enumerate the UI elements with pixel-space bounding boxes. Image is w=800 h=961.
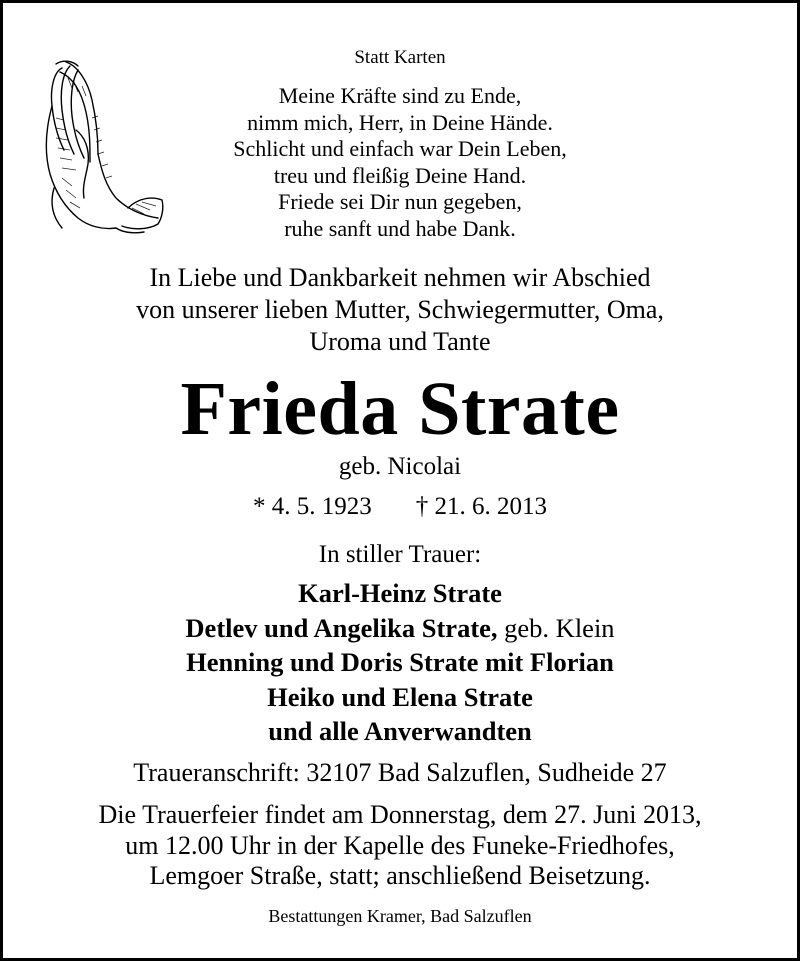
ceremony-line: Die Trauerfeier findet am Donnerstag, dem 27. Juni 2013, [98, 800, 702, 829]
statt-karten: Statt Karten [354, 47, 446, 68]
deceased-name: Frieda Strate [180, 367, 620, 451]
intro-line: von unserer lieben Mutter, Schwiegermutter, Oma, [136, 295, 664, 324]
mourner-line [0, 680, 800, 715]
mourner-maiden-name: geb. Klein [497, 612, 615, 643]
mourning-heading: In stiller Trauer: [318, 541, 482, 568]
funeral-home: Bestattungen Kramer, Bad Salzuflen [268, 906, 532, 926]
verse-line: Schlicht und einfach war Dein Leben, [233, 136, 567, 161]
mourner-line [0, 611, 800, 646]
ceremony-line: um 12.00 Uhr in der Kapelle des Funeke-Friedhofes, [125, 830, 675, 860]
mourner-line [0, 576, 800, 611]
mourner-name: Detlev und Angelika Strate, [185, 612, 498, 643]
verse-line: nimm mich, Herr, in Deine Hände. [247, 109, 553, 135]
birth-date: * 4. 5. 1923 [253, 493, 372, 520]
life-dates [0, 493, 800, 521]
intro-line: In Liebe und Dankbarkeit nehmen wir Abschied [149, 263, 651, 292]
mourner-name: Henning und Doris Strate mit Florian [186, 647, 614, 677]
death-date: † 21. 6. 2013 [415, 493, 547, 520]
mourner-name: Karl-Heinz Strate [298, 578, 502, 608]
mourner-name: und alle Anverwandten [268, 716, 532, 746]
mourner-line [0, 645, 800, 680]
maiden-name: geb. Nicolai [338, 453, 462, 480]
verse-line: treu und fleißig Deine Hand. [273, 162, 527, 188]
mourner-name: Heiko und Elena Strate [267, 681, 533, 712]
mourning-address: Traueranschrift: 32107 Bad Salzuflen, Sudheide 27 [133, 758, 667, 787]
ceremony-line: Lemgoer Straße, statt; anschließend Beisetzung. [149, 861, 651, 890]
verse-line: Meine Kräfte sind zu Ende, [278, 83, 522, 108]
intro-line: Uroma und Tante [309, 327, 491, 356]
mourner-line [0, 714, 800, 749]
verse-line: Friede sei Dir nun gegeben, [278, 189, 522, 214]
verse-line: ruhe sanft und habe Dank. [284, 215, 516, 241]
